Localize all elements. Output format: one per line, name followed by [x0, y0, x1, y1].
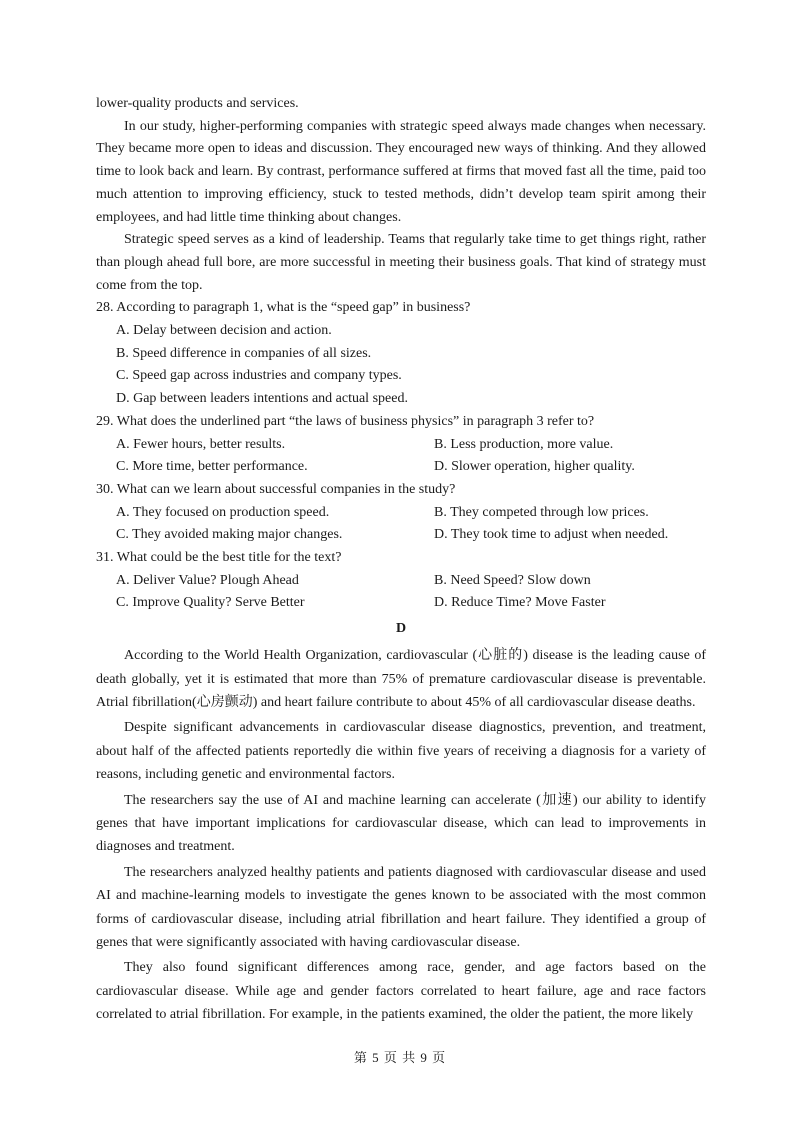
question-31 [96, 547, 706, 615]
passage-c-paragraph: Strategic speed serves as a kind of leadership. Teams that regularly take time to get things right, rather than plough ahead full bore, are more successful in meeting their business goals. That kind of strategy must come from the top. [96, 232, 706, 293]
option-c: C. Speed gap across industries and company types. [116, 368, 402, 384]
option-d: D. They took time to adjust when needed. [434, 527, 669, 543]
question-stem: 31. What could be the best title for the text? [96, 550, 342, 566]
passage-d-paragraph: According to the World Health Organization, cardiovascular (心脏的) disease is the leading cause of death globally, yet it is estimated that more than 75% of premature cardiovascular disease is preventable. Atrial fibrillation(心房颤动) and heart failure contribute to about 45% of all cardiovascular disease deaths. [96, 648, 706, 710]
option-row [116, 456, 706, 479]
passage-d-paragraph: Despite significant advancements in cardiovascular disease diagnostics, prevention, and treatment, about half of the affected patients reportedly die within five years of receiving a diagnosis for a variety of reasons, including genetic and environmental factors. [96, 720, 706, 783]
option-b: B. They competed through low prices. [434, 504, 649, 520]
option-c: C. More time, better performance. [116, 459, 308, 475]
passage-c-paragraph: In our study, higher-performing companies with strategic speed always made changes when necessary. They became more open to ideas and discussion. They encouraged new ways of thinking. And they allowed time to look back and learn. By contrast, performance suffered at firms that moved fast all the time, paid too much attention to improving efficiency, stuck to tested methods, didn’t develop team spirit among their employees, and had little time thinking about changes. [96, 118, 706, 225]
option-d: D. Slower operation, higher quality. [434, 459, 635, 475]
option-c: C. Improve Quality? Serve Better [116, 595, 305, 611]
option-b: B. Need Speed? Slow down [434, 572, 591, 588]
option-a: A. Deliver Value? Plough Ahead [116, 572, 299, 588]
question-29 [96, 411, 706, 479]
option-b: B. Speed difference in companies of all sizes. [116, 345, 372, 361]
option-a: A. They focused on production speed. [116, 504, 330, 520]
option-row [116, 524, 706, 547]
section-heading-d: D [395, 621, 407, 637]
option-row [116, 434, 706, 457]
option-d: D. Reduce Time? Move Faster [434, 595, 606, 611]
option-row [116, 570, 706, 593]
option-a: A. Fewer hours, better results. [116, 436, 286, 452]
option-row [116, 502, 706, 525]
question-30 [96, 479, 706, 547]
question-stem: 29. What does the underlined part “the laws of business physics” in paragraph 3 refer to? [96, 413, 595, 429]
page-footer: 第 5 页 共 9 页 [353, 1050, 447, 1065]
passage-d-paragraph: The researchers say the use of AI and machine learning can accelerate (加速) our ability to identify genes that have important implications for cardiovascular disease, which can lead to improvements in diagnoses and treatment. [96, 792, 706, 855]
option-a: A. Delay between decision and action. [116, 323, 332, 339]
question-28 [96, 297, 706, 411]
exam-page [96, 93, 706, 1029]
option-b: B. Less production, more value. [434, 436, 614, 452]
option-c: C. They avoided making major changes. [116, 527, 343, 543]
passage-d-paragraph: They also found significant differences among race, gender, and age factors based on the cardiovascular disease. While age and gender factors correlated to heart failure, age and race factors correlated to atrial fibrillation. For example, in the patients examined, the older the patient, the more likely [96, 960, 706, 1023]
passage-d-paragraph: The researchers analyzed healthy patients and patients diagnosed with cardiovascular disease and used AI and machine-learning models to investigate the genes known to be associated with the most common forms of cardiovascular disease, including atrial fibrillation and heart failure. They identified a group of genes that were significantly associated with having cardiovascular disease. [96, 864, 706, 951]
question-stem: 28. According to paragraph 1, what is the “speed gap” in business? [96, 300, 471, 316]
option-row [116, 592, 706, 615]
option-d: D. Gap between leaders intentions and actual speed. [116, 391, 408, 407]
question-stem: 30. What can we learn about successful companies in the study? [96, 481, 456, 497]
passage-c-line: lower-quality products and services. [96, 96, 299, 111]
